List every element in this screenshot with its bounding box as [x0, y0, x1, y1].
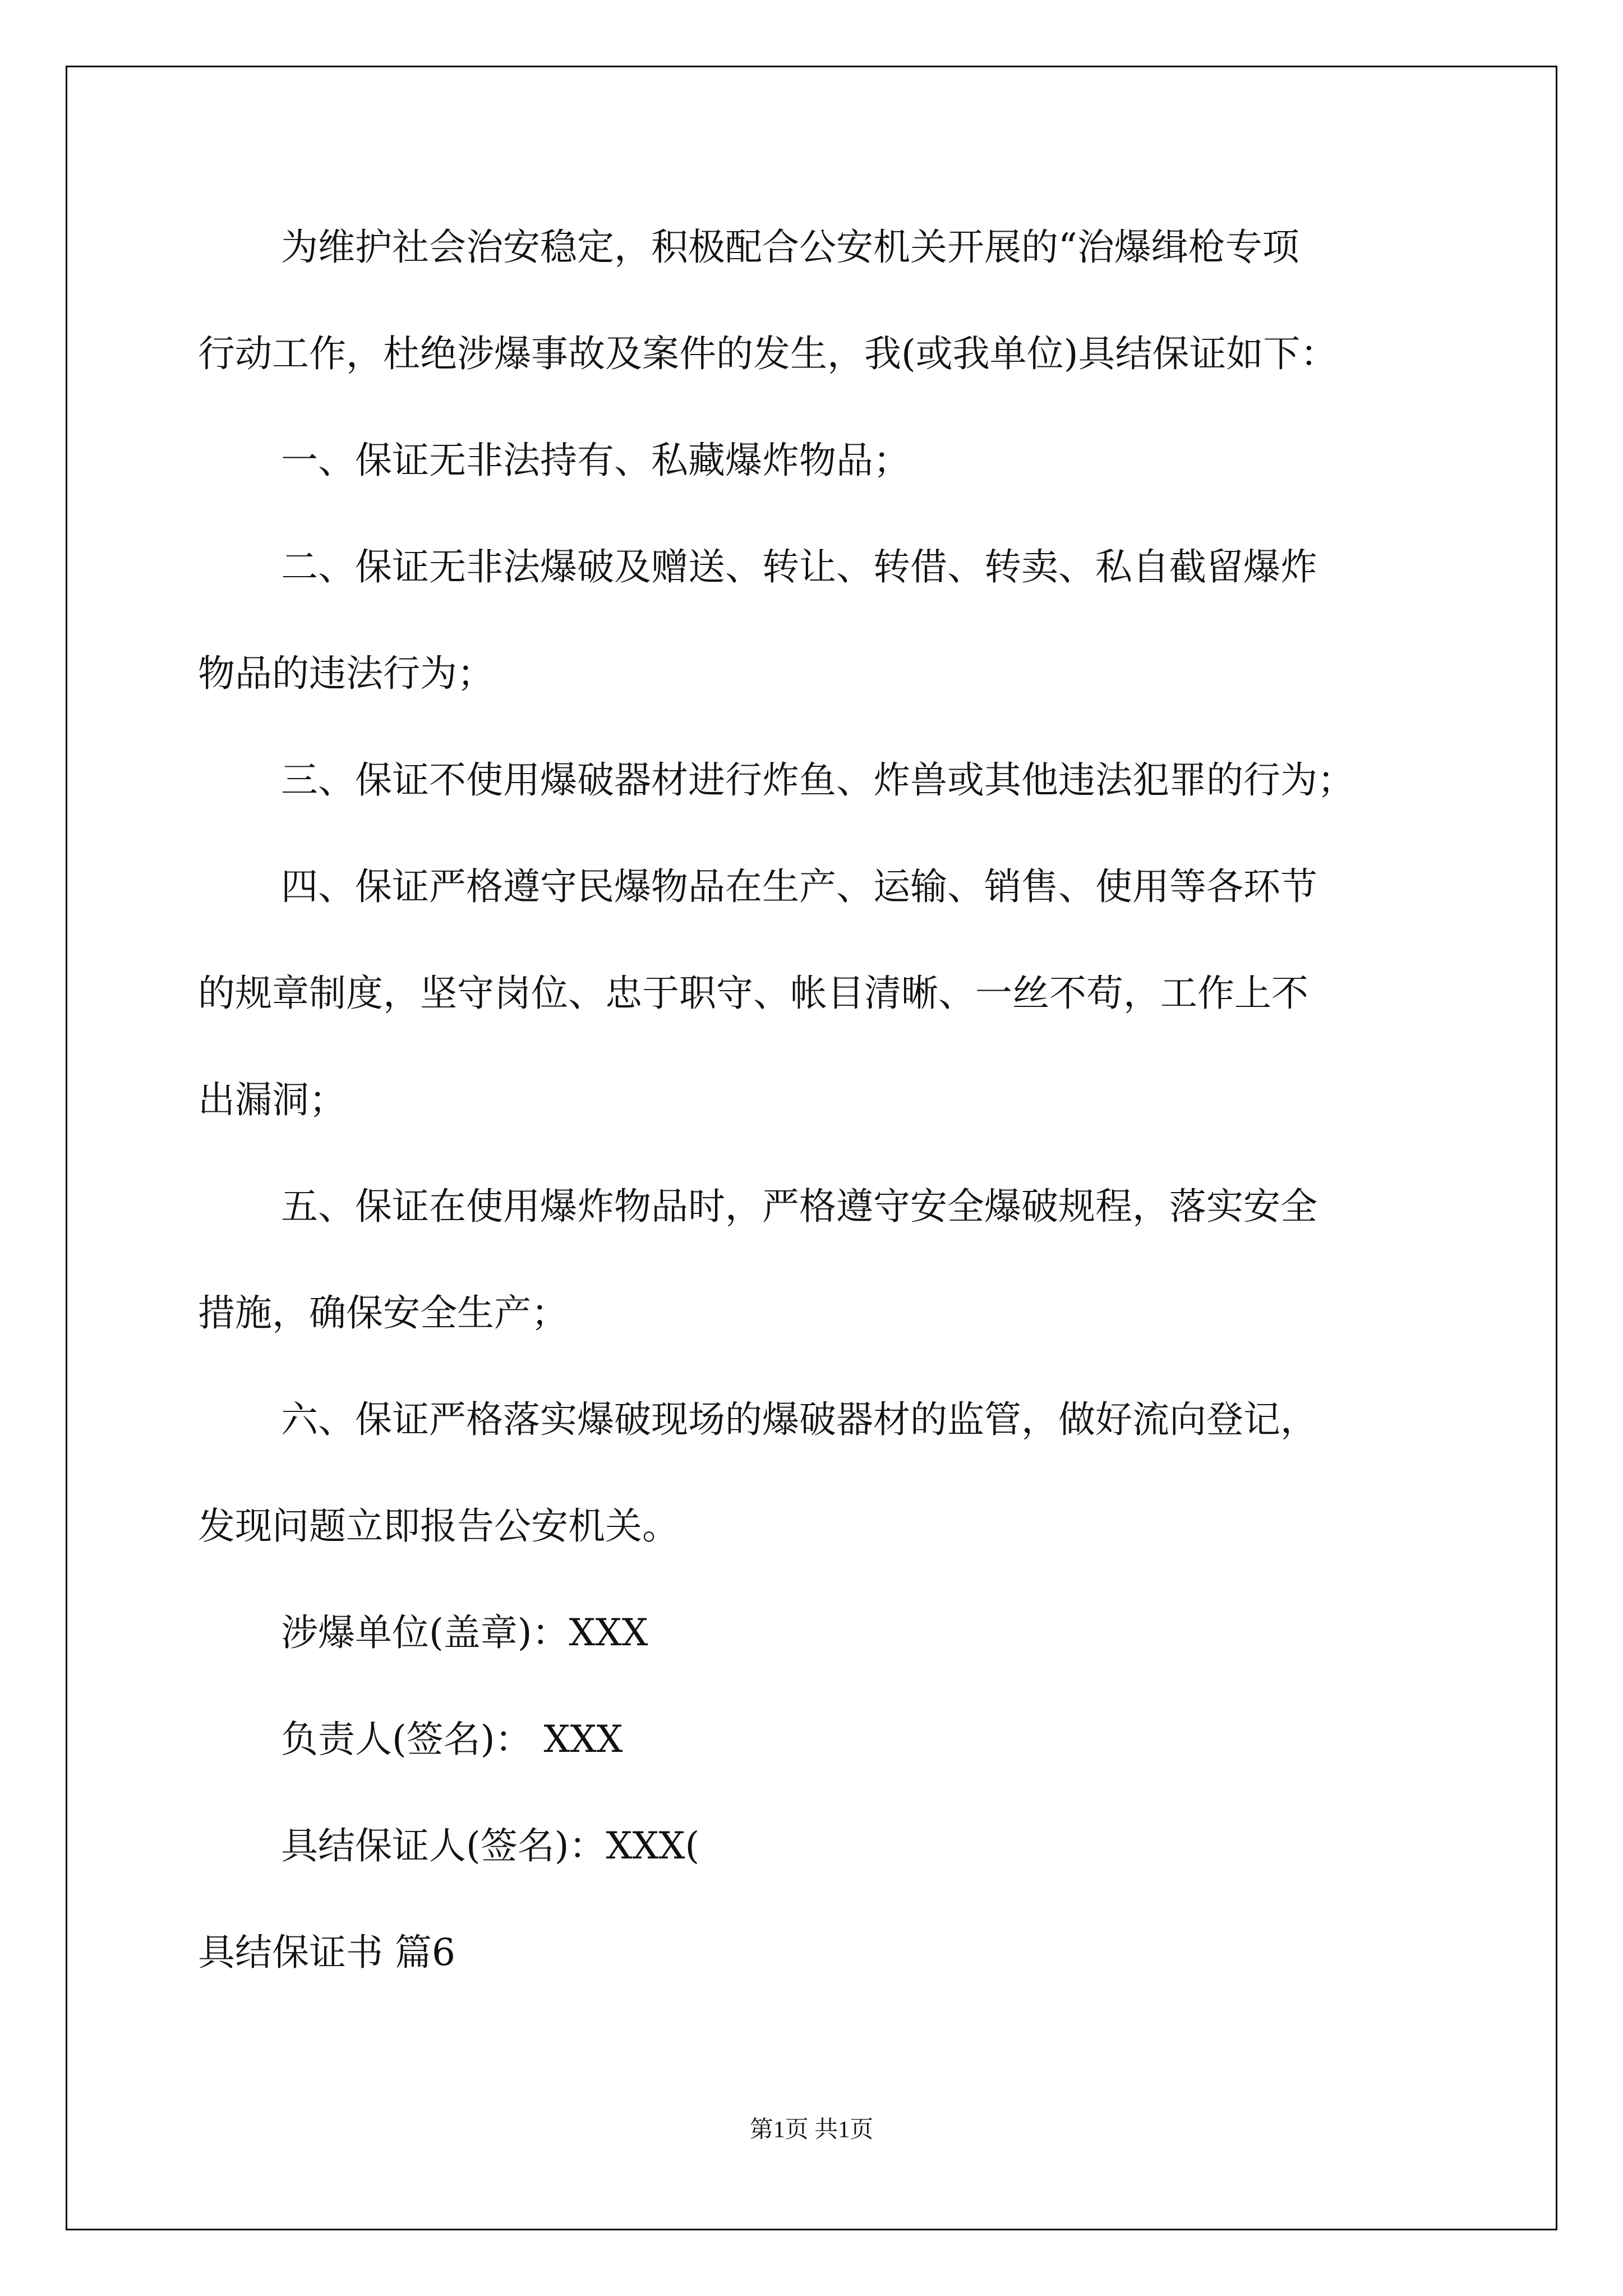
item-six-line1: 六、保证严格落实爆破现场的爆破器材的监管，做好流向登记， — [281, 1398, 1317, 1441]
signature-guarantor: 具结保证人(签名)：XXX( — [281, 1824, 700, 1867]
item-four-line3: 出漏洞； — [198, 1078, 346, 1121]
item-two-line1: 二、保证无非法爆破及赠送、转让、转借、转卖、私自截留爆炸 — [281, 545, 1317, 588]
paragraph-intro-line1: 为维护社会治安稳定，积极配合公安机关开展的“治爆缉枪专项 — [281, 226, 1299, 269]
paragraph-intro-line2: 行动工作，杜绝涉爆事故及案件的发生，我(或我单位)具结保证如下： — [198, 332, 1338, 375]
item-five-line2: 措施，确保安全生产； — [198, 1291, 568, 1335]
item-two-line2: 物品的违法行为； — [198, 652, 494, 695]
item-five-line1: 五、保证在使用爆炸物品时，严格遵守安全爆破规程，落实安全 — [281, 1185, 1317, 1228]
item-four-line1: 四、保证严格遵守民爆物品在生产、运输、销售、使用等各环节 — [281, 865, 1317, 908]
page-border — [66, 66, 1557, 2230]
signature-responsible-person: 负责人(签名)： XXX — [281, 1718, 623, 1761]
item-three: 三、保证不使用爆破器材进行炸鱼、炸兽或其他违法犯罪的行为； — [281, 758, 1354, 802]
signature-unit: 涉爆单位(盖章)：XXX — [281, 1611, 648, 1654]
section-heading: 具结保证书 篇6 — [198, 1931, 455, 1974]
item-one: 一、保证无非法持有、私藏爆炸物品； — [281, 439, 910, 482]
item-six-line2: 发现问题立即报告公安机关。 — [198, 1504, 679, 1548]
page-number-footer: 第1页 共1页 — [749, 2117, 874, 2143]
item-four-line2: 的规章制度，坚守岗位、忠于职守、帐目清晰、一丝不苟，工作上不 — [198, 972, 1308, 1015]
